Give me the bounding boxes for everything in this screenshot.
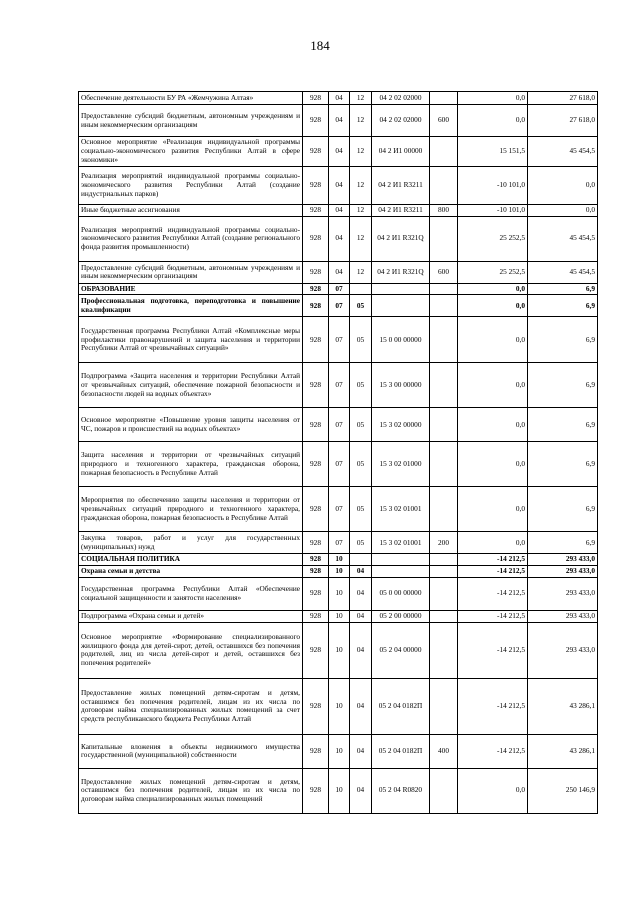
cell-expense-type: 800 <box>430 205 458 217</box>
table-row <box>79 678 598 734</box>
cell-subsection: 12 <box>350 205 372 217</box>
cell-expense-type <box>430 577 458 610</box>
cell-subsection: 05 <box>350 317 372 363</box>
cell-name: Предоставление субсидий бюджетным, автономным учреждениям и иным некоммерческим организациям <box>79 261 303 283</box>
cell-section: 04 <box>329 137 350 167</box>
cell-sum-change: -10 101,0 <box>458 205 528 217</box>
cell-admin-code: 928 <box>303 216 329 261</box>
cell-target-article: 15 0 00 00000 <box>372 317 430 363</box>
cell-section: 07 <box>329 363 350 408</box>
table-row <box>79 577 598 610</box>
cell-target-article: 05 2 04 0182П <box>372 678 430 734</box>
cell-name: ОБРАЗОВАНИЕ <box>79 283 303 295</box>
cell-admin-code: 928 <box>303 734 329 768</box>
cell-sum-change: 0,0 <box>458 408 528 442</box>
cell-expense-type <box>430 622 458 678</box>
cell-sum-change: 0,0 <box>458 295 528 317</box>
cell-sum-change: 0,0 <box>458 487 528 532</box>
cell-sum-total: 27 618,0 <box>528 92 598 105</box>
cell-sum-total: 250 146,9 <box>528 768 598 813</box>
cell-target-article: 04 2 02 02000 <box>372 105 430 137</box>
cell-section: 07 <box>329 295 350 317</box>
cell-sum-total: 27 618,0 <box>528 105 598 137</box>
cell-expense-type <box>430 167 458 205</box>
table-row <box>79 105 598 137</box>
cell-sum-total: 293 433,0 <box>528 610 598 622</box>
cell-name: Основное мероприятие «Повышение уровня защиты населения от ЧС, пожаров и происшествий на водных объектах» <box>79 408 303 442</box>
budget-table <box>78 91 598 814</box>
cell-sum-change: -14 212,5 <box>458 622 528 678</box>
cell-subsection: 05 <box>350 442 372 487</box>
cell-admin-code: 928 <box>303 678 329 734</box>
cell-section: 04 <box>329 167 350 205</box>
cell-admin-code: 928 <box>303 768 329 813</box>
cell-name: Закупка товаров, работ и услуг для государственных (муниципальных) нужд <box>79 532 303 554</box>
cell-name: Предоставление жилых помещений детям-сиротам и детям, оставшимся без попечения родителей, лицам из их числа по договорам найма специализированных жилых помещений <box>79 768 303 813</box>
cell-subsection: 04 <box>350 577 372 610</box>
cell-admin-code: 928 <box>303 283 329 295</box>
cell-subsection: 04 <box>350 768 372 813</box>
cell-subsection: 12 <box>350 167 372 205</box>
cell-subsection: 05 <box>350 487 372 532</box>
cell-admin-code: 928 <box>303 363 329 408</box>
cell-expense-type <box>430 768 458 813</box>
cell-section: 10 <box>329 768 350 813</box>
cell-target-article: 04 2 И1 00000 <box>372 137 430 167</box>
cell-subsection: 04 <box>350 622 372 678</box>
cell-name: Подпрограмма «Охрана семьи и детей» <box>79 610 303 622</box>
table-row <box>79 610 598 622</box>
cell-sum-change: -14 212,5 <box>458 577 528 610</box>
cell-expense-type <box>430 137 458 167</box>
cell-target-article: 04 2 И1 R3211 <box>372 167 430 205</box>
cell-sum-total: 43 286,1 <box>528 734 598 768</box>
cell-expense-type: 600 <box>430 105 458 137</box>
cell-sum-change: 0,0 <box>458 317 528 363</box>
table-row <box>79 92 598 105</box>
cell-section: 10 <box>329 610 350 622</box>
cell-target-article: 05 2 04 0182П <box>372 734 430 768</box>
table-row <box>79 487 598 532</box>
table-row <box>79 261 598 283</box>
cell-admin-code: 928 <box>303 295 329 317</box>
table-row <box>79 734 598 768</box>
cell-sum-total: 293 433,0 <box>528 622 598 678</box>
cell-expense-type: 400 <box>430 734 458 768</box>
table-row <box>79 408 598 442</box>
table-row <box>79 216 598 261</box>
cell-sum-total: 6,9 <box>528 532 598 554</box>
cell-name: СОЦИАЛЬНАЯ ПОЛИТИКА <box>79 554 303 566</box>
cell-name: Государственная программа Республики Алтай «Комплексные меры профилактики правонарушений и защита населения и территории Республики Алтай от чрезвычайных ситуаций» <box>79 317 303 363</box>
cell-subsection: 05 <box>350 408 372 442</box>
table-row <box>79 363 598 408</box>
cell-expense-type: 600 <box>430 261 458 283</box>
cell-target-article <box>372 283 430 295</box>
cell-subsection: 05 <box>350 532 372 554</box>
cell-section: 04 <box>329 216 350 261</box>
cell-admin-code: 928 <box>303 610 329 622</box>
cell-sum-change: 15 151,5 <box>458 137 528 167</box>
cell-name: Капитальные вложения в объекты недвижимого имущества государственной (муниципальной) собственности <box>79 734 303 768</box>
cell-admin-code: 928 <box>303 487 329 532</box>
cell-sum-change: -14 212,5 <box>458 610 528 622</box>
cell-section: 10 <box>329 577 350 610</box>
cell-subsection: 12 <box>350 92 372 105</box>
cell-target-article: 15 3 00 00000 <box>372 363 430 408</box>
cell-expense-type <box>430 283 458 295</box>
cell-admin-code: 928 <box>303 554 329 566</box>
cell-target-article: 15 3 02 01001 <box>372 532 430 554</box>
cell-target-article <box>372 295 430 317</box>
cell-target-article: 05 2 04 00000 <box>372 622 430 678</box>
cell-name: Государственная программа Республики Алтай «Обеспечение социальной защищенности и занятости населения» <box>79 577 303 610</box>
cell-subsection: 12 <box>350 216 372 261</box>
cell-sum-change: -14 212,5 <box>458 566 528 578</box>
cell-sum-total: 43 286,1 <box>528 678 598 734</box>
cell-section: 10 <box>329 554 350 566</box>
cell-name: Основное мероприятие «Реализация индивидуальной программы социально-экономического развития Республики Алтай в сфере экономики» <box>79 137 303 167</box>
table-row <box>79 554 598 566</box>
cell-expense-type <box>430 678 458 734</box>
cell-section: 07 <box>329 408 350 442</box>
cell-section: 10 <box>329 678 350 734</box>
cell-admin-code: 928 <box>303 137 329 167</box>
cell-sum-total: 6,9 <box>528 487 598 532</box>
cell-expense-type <box>430 442 458 487</box>
cell-expense-type <box>430 317 458 363</box>
cell-admin-code: 928 <box>303 442 329 487</box>
cell-section: 07 <box>329 317 350 363</box>
cell-sum-change: -10 101,0 <box>458 167 528 205</box>
cell-sum-change: 0,0 <box>458 532 528 554</box>
cell-sum-total: 45 454,5 <box>528 216 598 261</box>
cell-subsection: 04 <box>350 610 372 622</box>
cell-target-article: 04 2 И1 R321Q <box>372 216 430 261</box>
cell-sum-change: 0,0 <box>458 363 528 408</box>
cell-target-article: 05 2 00 00000 <box>372 610 430 622</box>
table-row <box>79 137 598 167</box>
cell-section: 04 <box>329 205 350 217</box>
cell-section: 10 <box>329 566 350 578</box>
cell-expense-type <box>430 487 458 532</box>
cell-section: 10 <box>329 734 350 768</box>
cell-sum-change: 0,0 <box>458 92 528 105</box>
cell-subsection: 05 <box>350 295 372 317</box>
cell-subsection <box>350 283 372 295</box>
cell-sum-change: 25 252,5 <box>458 216 528 261</box>
cell-name: Реализация мероприятий индивидуальной программы социально-экономического развития Республики Алтай (создание регионального фонда развития промышленности) <box>79 216 303 261</box>
cell-subsection: 04 <box>350 734 372 768</box>
cell-expense-type: 200 <box>430 532 458 554</box>
cell-expense-type <box>430 92 458 105</box>
cell-expense-type <box>430 216 458 261</box>
cell-expense-type <box>430 363 458 408</box>
cell-admin-code: 928 <box>303 577 329 610</box>
cell-section: 07 <box>329 442 350 487</box>
cell-section: 07 <box>329 487 350 532</box>
cell-sum-total: 6,9 <box>528 317 598 363</box>
cell-admin-code: 928 <box>303 205 329 217</box>
cell-target-article <box>372 566 430 578</box>
cell-name: Охрана семьи и детства <box>79 566 303 578</box>
cell-section: 04 <box>329 261 350 283</box>
cell-admin-code: 928 <box>303 622 329 678</box>
cell-subsection: 05 <box>350 363 372 408</box>
table-row <box>79 317 598 363</box>
cell-sum-total: 293 433,0 <box>528 554 598 566</box>
cell-sum-change: -14 212,5 <box>458 678 528 734</box>
table-row <box>79 442 598 487</box>
cell-target-article: 15 3 02 01000 <box>372 442 430 487</box>
table-row <box>79 167 598 205</box>
cell-expense-type <box>430 295 458 317</box>
cell-sum-change: 0,0 <box>458 105 528 137</box>
cell-admin-code: 928 <box>303 167 329 205</box>
table-row <box>79 205 598 217</box>
cell-name: Иные бюджетные ассигнования <box>79 205 303 217</box>
table-row <box>79 295 598 317</box>
cell-section: 07 <box>329 532 350 554</box>
cell-sum-total: 293 433,0 <box>528 577 598 610</box>
cell-admin-code: 928 <box>303 532 329 554</box>
cell-sum-total: 0,0 <box>528 205 598 217</box>
cell-sum-change: 25 252,5 <box>458 261 528 283</box>
cell-admin-code: 928 <box>303 261 329 283</box>
cell-name: Основное мероприятие «Формирование специализированного жилищного фонда для детей-сирот, детей, оставшихся без попечения родителей, лиц из числа детей-сирот и детей, оставшихся без попечения родителей» <box>79 622 303 678</box>
table-row <box>79 283 598 295</box>
cell-name: Обеспечение деятельности БУ РА «Жемчужина Алтая» <box>79 92 303 105</box>
cell-admin-code: 928 <box>303 317 329 363</box>
budget-table-body <box>79 92 598 814</box>
cell-admin-code: 928 <box>303 105 329 137</box>
cell-subsection: 12 <box>350 137 372 167</box>
cell-target-article: 15 3 02 00000 <box>372 408 430 442</box>
cell-subsection <box>350 554 372 566</box>
cell-name: Предоставление субсидий бюджетным, автономным учреждениям и иным некоммерческим организациям <box>79 105 303 137</box>
cell-subsection: 04 <box>350 566 372 578</box>
cell-subsection: 12 <box>350 261 372 283</box>
cell-target-article: 04 2 И1 R321Q <box>372 261 430 283</box>
cell-sum-change: 0,0 <box>458 442 528 487</box>
table-row <box>79 622 598 678</box>
page-number: 184 <box>310 38 330 53</box>
cell-sum-change: -14 212,5 <box>458 554 528 566</box>
cell-sum-change: 0,0 <box>458 768 528 813</box>
cell-name: Предоставление жилых помещений детям-сиротам и детям, оставшимся без попечения родителей, лицам из их числа по договорам найма специализированных жилых помещений за счет средств республиканского бюджета Республики Алтай <box>79 678 303 734</box>
cell-section: 10 <box>329 622 350 678</box>
cell-expense-type <box>430 610 458 622</box>
cell-target-article: 15 3 02 01001 <box>372 487 430 532</box>
cell-target-article: 04 2 02 02000 <box>372 92 430 105</box>
cell-sum-total: 45 454,5 <box>528 137 598 167</box>
cell-sum-change: 0,0 <box>458 283 528 295</box>
cell-name: Защита населения и территории от чрезвычайных ситуаций природного и техногенного характера, гражданская оборона, пожарная безопасность в Республике Алтай <box>79 442 303 487</box>
cell-sum-total: 6,9 <box>528 295 598 317</box>
cell-sum-total: 6,9 <box>528 283 598 295</box>
cell-sum-total: 293 433,0 <box>528 566 598 578</box>
cell-section: 04 <box>329 92 350 105</box>
table-row <box>79 768 598 813</box>
cell-target-article: 05 2 04 R0820 <box>372 768 430 813</box>
cell-expense-type <box>430 554 458 566</box>
cell-target-article <box>372 554 430 566</box>
cell-subsection: 04 <box>350 678 372 734</box>
cell-target-article: 05 0 00 00000 <box>372 577 430 610</box>
cell-admin-code: 928 <box>303 566 329 578</box>
cell-expense-type <box>430 408 458 442</box>
cell-sum-total: 6,9 <box>528 363 598 408</box>
cell-sum-total: 6,9 <box>528 408 598 442</box>
table-row <box>79 566 598 578</box>
cell-admin-code: 928 <box>303 408 329 442</box>
cell-name: Профессиональная подготовка, переподготовка и повышение квалификации <box>79 295 303 317</box>
cell-section: 07 <box>329 283 350 295</box>
cell-subsection: 12 <box>350 105 372 137</box>
cell-name: Мероприятия по обеспечению защиты населения и территории от чрезвычайных ситуаций природного и техногенного характера, гражданская оборона, пожарная безопасность в Республике Алтай <box>79 487 303 532</box>
cell-sum-total: 45 454,5 <box>528 261 598 283</box>
cell-name: Реализация мероприятий индивидуальной программы социально-экономического развития Республики Алтай (создание индустриальных парков) <box>79 167 303 205</box>
cell-section: 04 <box>329 105 350 137</box>
cell-admin-code: 928 <box>303 92 329 105</box>
cell-expense-type <box>430 566 458 578</box>
cell-sum-total: 0,0 <box>528 167 598 205</box>
cell-sum-change: -14 212,5 <box>458 734 528 768</box>
table-row <box>79 532 598 554</box>
cell-sum-total: 6,9 <box>528 442 598 487</box>
cell-name: Подпрограмма «Защита населения и территории Республики Алтай от чрезвычайных ситуаций, обеспечение пожарной безопасности и безопасности людей на водных объектах» <box>79 363 303 408</box>
cell-target-article: 04 2 И1 R3211 <box>372 205 430 217</box>
